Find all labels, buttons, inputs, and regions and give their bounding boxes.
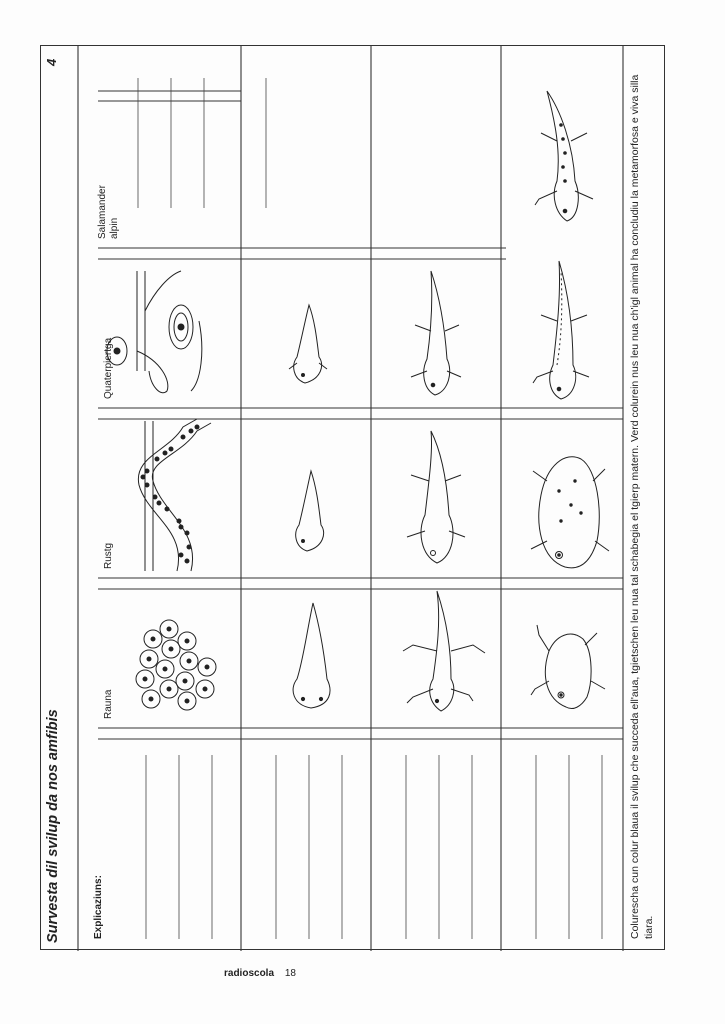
column-header-rustg: Rustg: [103, 542, 114, 569]
frog-tadpole-icon: [293, 603, 330, 708]
newt-larva-icon: [289, 305, 327, 383]
footer-brand: radioscola: [224, 968, 275, 979]
toad-adult-icon: [531, 457, 609, 568]
toad-tadpole-icon: [296, 471, 324, 551]
frog-adult-icon: [531, 625, 605, 709]
column-header-line: Salamander: [97, 185, 108, 239]
explanations-label: Explicaziuns:: [93, 875, 104, 939]
worksheet-rotated: [41, 46, 666, 951]
newt-juvenile-icon: [411, 271, 461, 395]
toadlet-icon: [407, 431, 465, 563]
newt-eggs-icon: [107, 271, 202, 393]
page-footer: [224, 968, 296, 979]
froglet-icon: [403, 591, 485, 711]
newt-adult-icon: [533, 261, 589, 399]
footer-page-number: 18: [284, 968, 296, 979]
page-number: 4: [44, 58, 59, 66]
frog-spawn-icon: [136, 620, 216, 710]
worksheet-grid: [41, 46, 666, 951]
column-header-salamander-alpin: [97, 185, 121, 239]
page-title: Survesta dil svilup da nos amfibis: [45, 709, 61, 943]
column-header-line: alpin: [109, 217, 120, 239]
alpine-salamander-icon: [535, 91, 593, 221]
worksheet-frame: [40, 45, 665, 950]
instruction-text: Colurescha cun colur blaua il svilup che succeda ell'aua, tgietschen leu nua tal schabegia el tgierp matern. Verd colurein nus leu nua ch'igl animal ha concludiu la metamorfosa e viva silla tiara.: [629, 74, 655, 939]
column-header-quaterpiertga: Quaterpiertga: [103, 337, 114, 399]
toad-spawn-string-icon: [138, 419, 211, 571]
column-header-rauna: Rauna: [103, 689, 114, 719]
